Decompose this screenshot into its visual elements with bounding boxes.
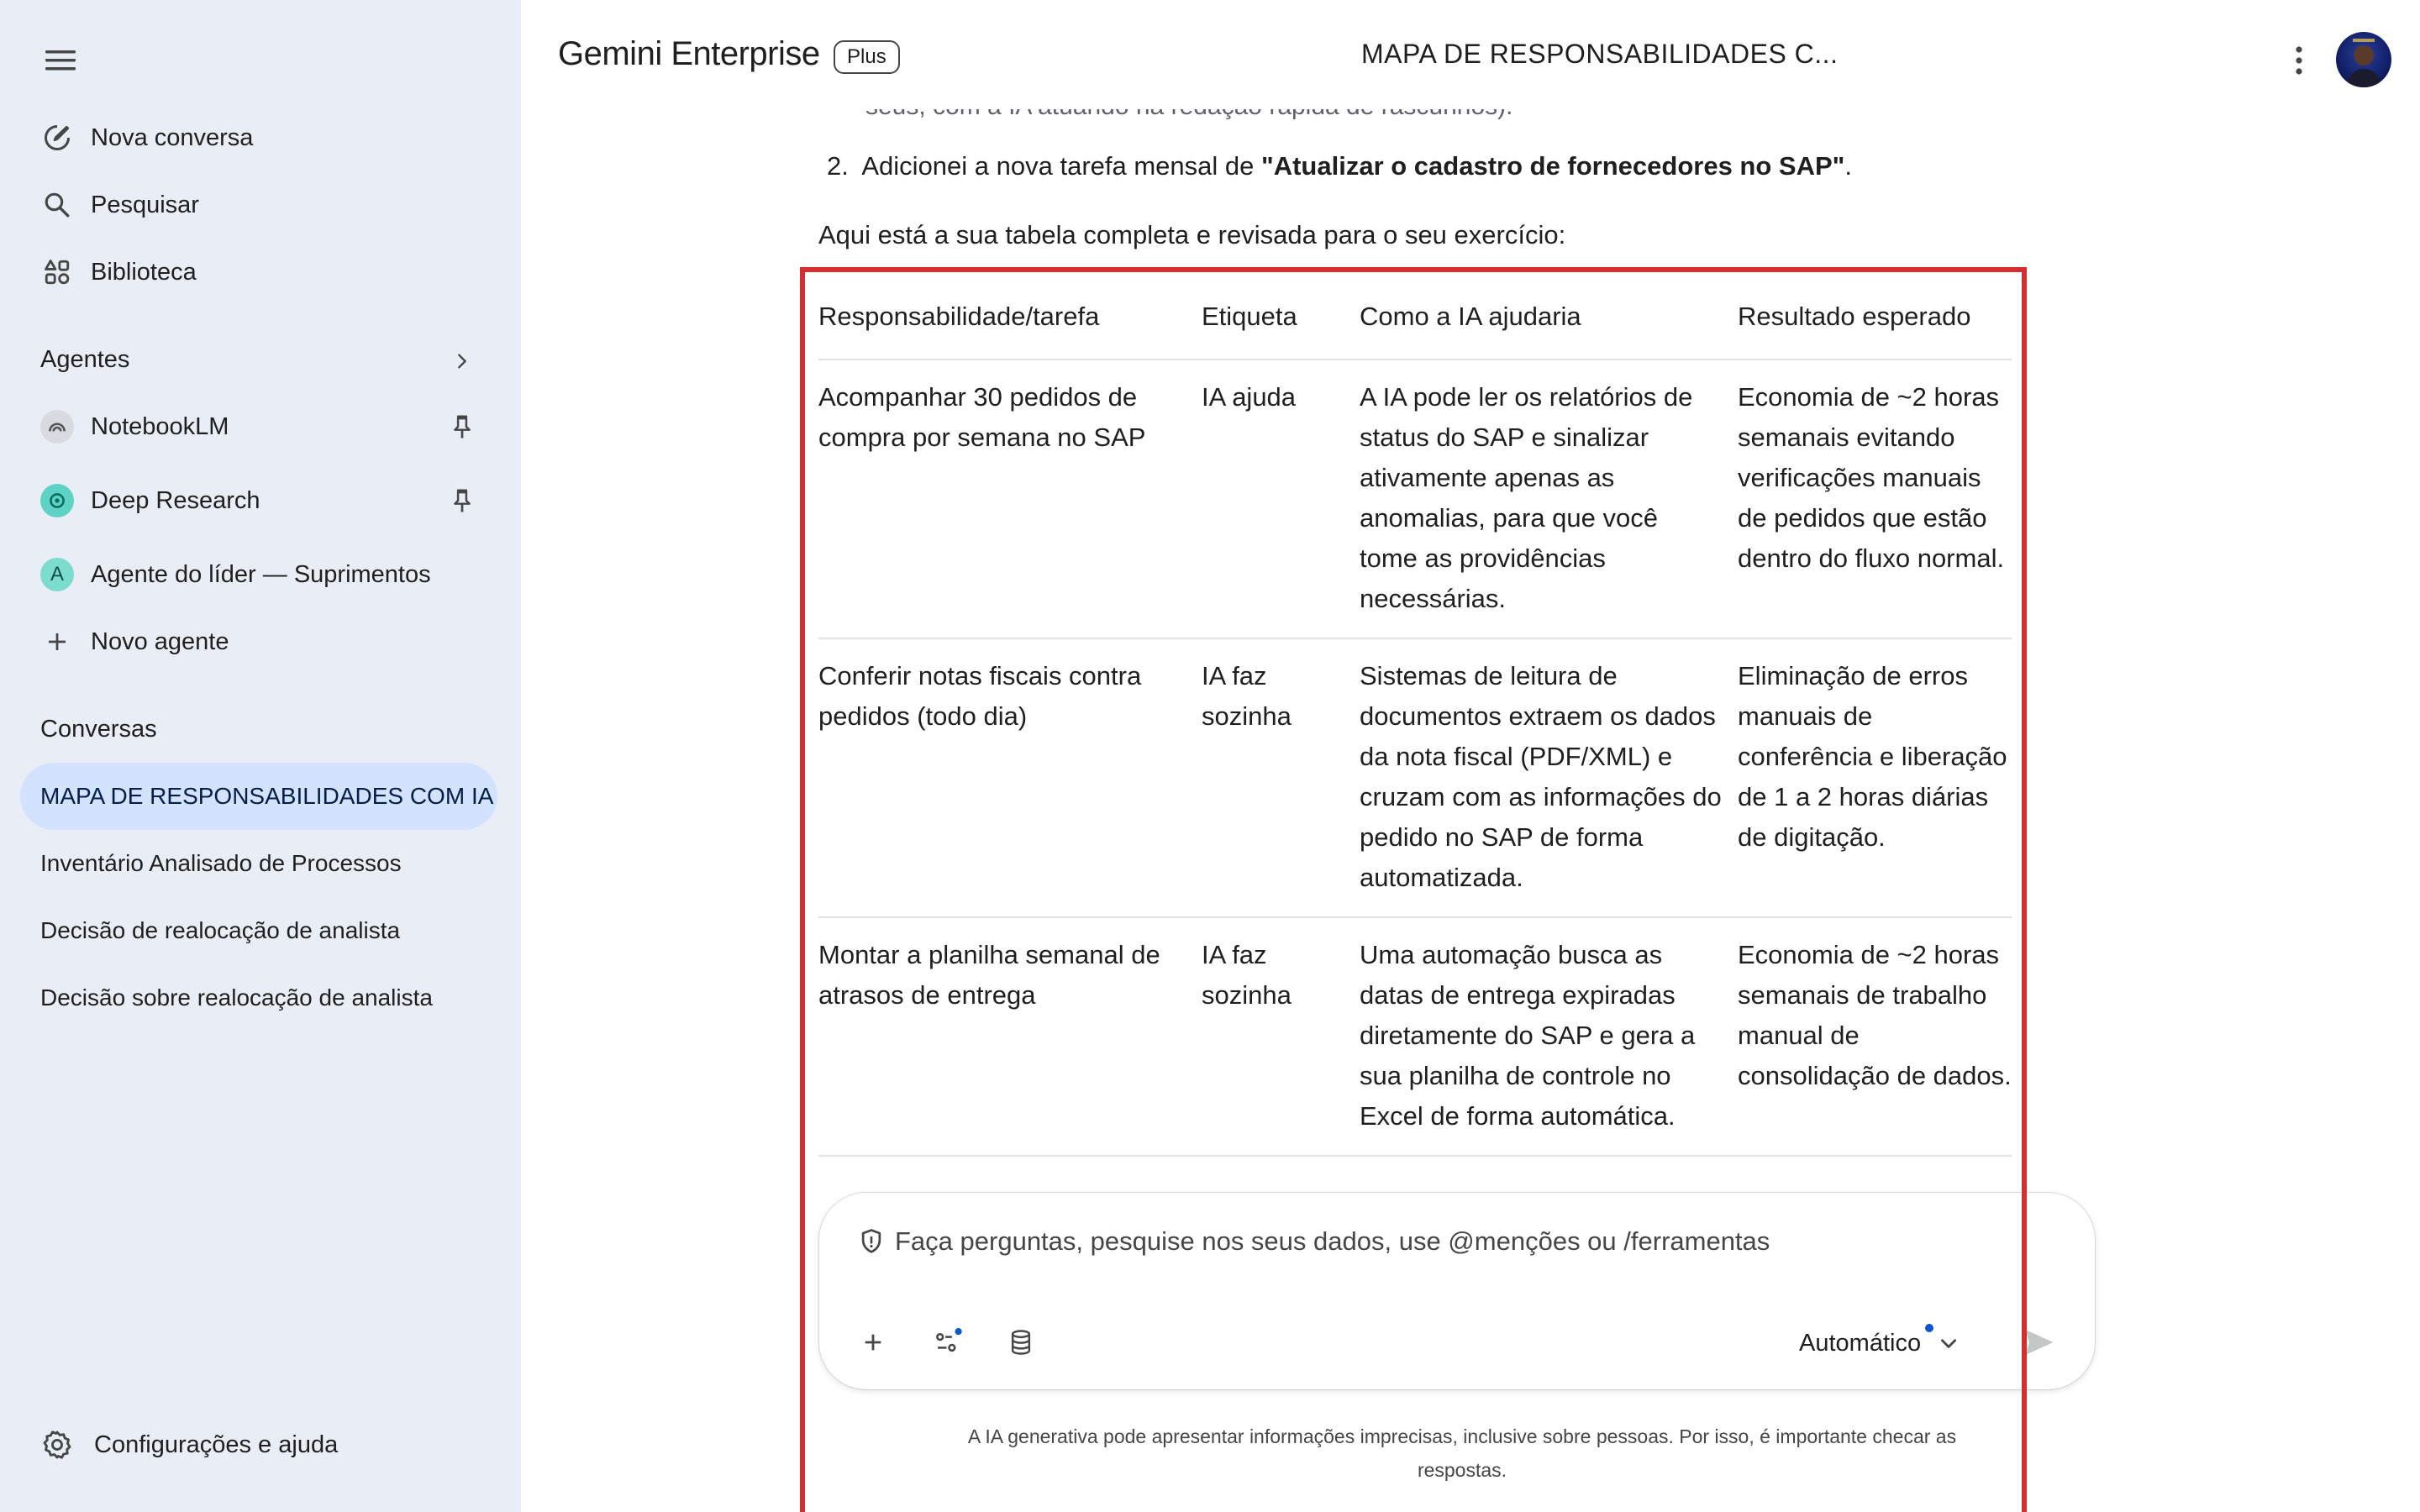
list-suffix: . <box>1844 151 1852 181</box>
table-cell: Conferir notas fiscais contra pedidos (todo dia) <box>818 661 1142 731</box>
table-cell: IA faz sozinha <box>1202 940 1292 1010</box>
table-cell: Sistemas de leitura de documentos extraem os dados da nota fiscal (PDF/XML) e cruzam com as informações do pedido no SAP de forma automatizada. <box>1360 661 1722 892</box>
library-label: Biblioteca <box>91 258 197 286</box>
conversation-item[interactable]: Decisão de realocação de analista <box>40 917 401 943</box>
chevron-down-icon <box>1938 1332 1960 1354</box>
table-header-row <box>818 290 2012 360</box>
conversation-title: MAPA DE RESPONSABILIDADES C... <box>1361 39 1839 69</box>
disclaimer-text: A IA generativa pode apresentar informações imprecisas, inclusive sobre pessoas. Por isso, é importante checar as respostas. <box>967 1425 1957 1481</box>
new-agent-button[interactable] <box>40 617 229 667</box>
conversations-heading: Conversas <box>40 716 157 743</box>
mode-indicator-dot <box>1925 1324 1933 1332</box>
send-icon[interactable] <box>2016 1319 2063 1366</box>
plan-badge: Plus <box>834 40 900 74</box>
mode-label: Automático <box>1799 1329 1922 1357</box>
prompt-input[interactable] <box>895 1226 1987 1257</box>
table-cell: Economia de ~2 horas semanais evitando verificações manuais de pedidos que estão dentro do fluxo normal. <box>1738 382 2005 573</box>
table-cell: Montar a planilha semanal de atrasos de entrega <box>818 940 1160 1010</box>
new-agent-label: Novo agente <box>91 627 229 655</box>
plus-icon <box>40 625 74 659</box>
list-item <box>827 151 1852 181</box>
table-cell: IA ajuda <box>1202 382 1297 412</box>
table-row <box>818 360 2012 639</box>
search-label: Pesquisar <box>91 191 199 218</box>
mode-selector[interactable] <box>1799 1322 1960 1364</box>
table-header-cell: Resultado esperado <box>1738 302 1971 331</box>
agent-badge-letter: A <box>40 558 74 591</box>
search-button[interactable] <box>40 180 199 230</box>
composer-input-row <box>856 1226 1987 1257</box>
top-bar <box>521 0 2420 109</box>
conversation-item[interactable]: Inventário Analisado de Processos <box>40 850 402 876</box>
new-chat-label: Nova conversa <box>91 123 254 151</box>
settings-label: Configurações e ajuda <box>94 1431 339 1458</box>
menu-icon[interactable] <box>40 40 81 81</box>
agent-deep-research[interactable] <box>40 475 260 526</box>
agent-notebooklm[interactable] <box>40 402 229 452</box>
table-cell: Acompanhar 30 pedidos de compra por semana no SAP <box>818 382 1146 452</box>
pin-icon[interactable] <box>445 410 479 444</box>
sidebar <box>0 0 521 1512</box>
gear-icon <box>40 1428 74 1462</box>
more-options-icon[interactable] <box>2282 44 2316 77</box>
agent-label: Agente do líder — Suprimentos <box>91 560 431 588</box>
agent-avatar <box>40 558 74 591</box>
table-cell: Uma automação busca as datas de entrega expiradas diretamente do SAP e gera a sua planilha de controle no Excel de forma automática. <box>1360 940 1696 1131</box>
pin-icon[interactable] <box>445 484 479 517</box>
list-text: Adicionei a nova tarefa mensal de <box>861 151 1262 181</box>
settings-help-button[interactable] <box>40 1420 338 1470</box>
agent-label: Deep Research <box>91 486 260 514</box>
new-chat-button[interactable] <box>40 113 253 163</box>
shield-icon <box>856 1226 886 1257</box>
library-button[interactable] <box>40 247 197 297</box>
agent-label: NotebookLM <box>91 412 229 440</box>
deep-research-icon <box>40 484 74 517</box>
search-icon <box>40 188 74 222</box>
conversation-label: MAPA DE RESPONSABILIDADES COM IA <box>40 783 494 809</box>
table-header-cell: Etiqueta <box>1202 302 1297 331</box>
database-icon[interactable] <box>997 1319 1044 1366</box>
agent-leader-supplies[interactable] <box>40 549 431 600</box>
conversation-item[interactable]: Decisão sobre realocação de analista <box>40 984 433 1011</box>
avatar[interactable] <box>2336 32 2391 87</box>
responsibility-table <box>818 290 2012 1274</box>
composer <box>819 1193 2095 1389</box>
table-header-cell: Como a IA ajudaria <box>1360 302 1581 331</box>
table-cell: Economia de ~2 horas semanais de trabalho manual de consolidação de dados. <box>1738 940 2012 1090</box>
brand-title: Gemini Enterprise <box>558 35 820 72</box>
agents-heading: Agentes <box>40 346 130 373</box>
list-bold-text: "Atualizar o cadastro de fornecedores no SAP" <box>1261 151 1845 181</box>
edit-icon <box>40 121 74 155</box>
table-cell: A IA pode ler os relatórios de status do SAP e sinalizar ativamente apenas as anomalias, para que você tome as providências necessárias. <box>1360 382 1693 613</box>
notebooklm-icon <box>40 410 74 444</box>
table-cell: Eliminação de erros manuais de conferência e liberação de 1 a 2 horas diárias de digitação. <box>1738 661 2007 852</box>
chevron-right-icon[interactable] <box>445 344 479 378</box>
add-icon[interactable] <box>850 1319 897 1366</box>
table-intro: Aqui está a sua tabela completa e revisada para o seu exercício: <box>818 220 1566 249</box>
tools-icon[interactable] <box>925 1319 972 1366</box>
table-header-cell: Responsabilidade/tarefa <box>818 302 1100 331</box>
table-row <box>818 639 2012 918</box>
table-row <box>818 918 2012 1157</box>
table-cell: IA faz sozinha <box>1202 661 1292 731</box>
library-icon <box>40 255 74 289</box>
list-number: 2. <box>827 151 849 181</box>
conversation-item-active[interactable] <box>20 763 497 830</box>
